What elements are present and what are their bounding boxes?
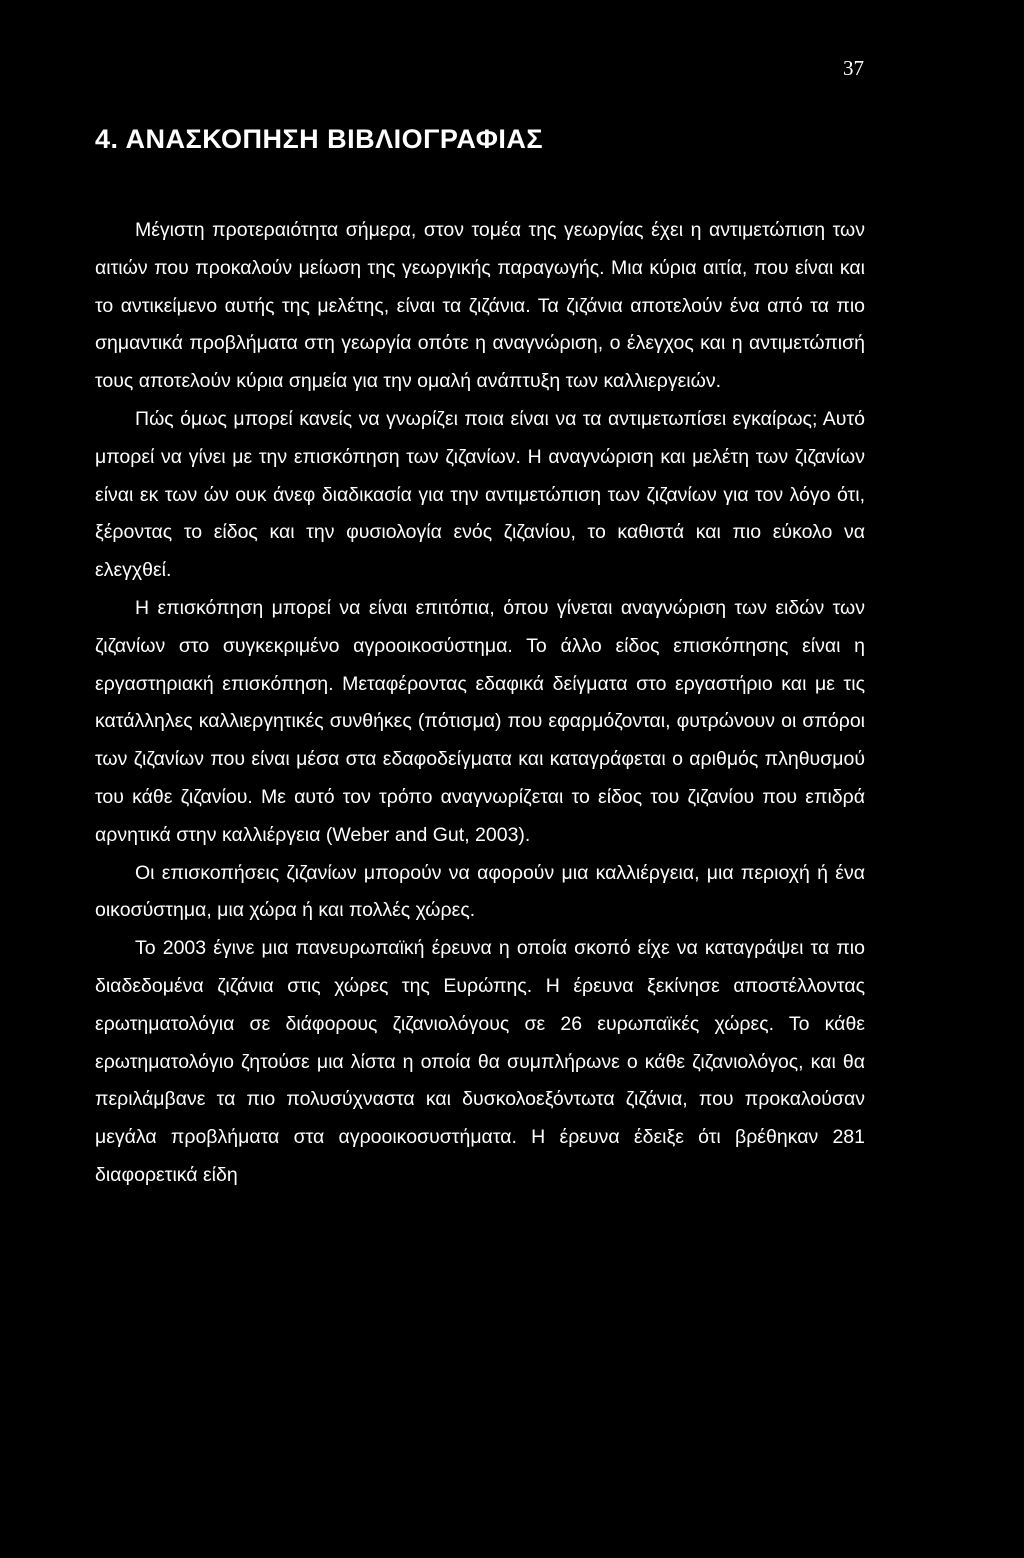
paragraph-1: Μέγιστη προτεραιότητα σήμερα, στον τομέα της γεωργίας έχει η αντιμετώπιση των αιτιών που προκαλούν μείωση της γεωργικής παραγωγής. Μια κύρια αιτία, που είναι και το αντικείμενο αυτής της μελέτης, είναι τα ζιζάνια. Τα ζιζάνια αποτελούν ένα από τα πιο σημαντικά προβλήματα στη γεωργία οπότε η αναγνώριση, ο έλεγχος και η αντιμετώπισή τους αποτελούν κύρια σημεία για την ομαλή ανάπτυξη των καλλιεργειών. xyxy=(95,219,865,393)
paragraph-5: Το 2003 έγινε μια πανευρωπαϊκή έρευνα η οποία σκοπό είχε να καταγράψει τα πιο διαδεδομένα ζιζάνια στις χώρες της Ευρώπης. Η έρευνα ξεκίνησε αποστέλλοντας ερωτηματολόγια σε διάφορους ζιζανιολόγους σε 26 ευρωπαϊκές χώρες. Το κάθε ερωτηματολόγιο ζητούσε μια λίστα η οποία θα συμπλήρωνε ο κάθε ζιζανιολόγος, και θα περιλάμβανε τα πιο πολυσύχναστα και δυσκολοεξόντωτα ζιζάνια, που προκαλούσαν μεγάλα προβλήματα στα αγροοικοσυστήματα. Η έρευνα έδειξε ότι βρέθηκαν 281 διαφορετικά είδη xyxy=(95,937,865,1186)
paragraph-2: Πώς όμως μπορεί κανείς να γνωρίζει ποια είναι να τα αντιμετωπίσει εγκαίρως; Αυτό μπορεί να γίνει με την επισκόπηση των ζιζανίων. Η αναγνώριση και μελέτη των ζιζανίων είναι εκ των ών ουκ άνεφ διαδικασία για την αντιμετώπιση των ζιζανίων για τον λόγο ότι, ξέροντας το είδος και την φυσιολογία ενός ζιζανίου, το καθιστά και πιο εύκολο να ελεγχθεί. xyxy=(95,407,865,582)
chapter-title: 4. ΑΝΑΣΚΟΠΗΣΗ ΒΙΒΛΙΟΓΡΑΦΙΑΣ xyxy=(95,124,544,154)
paragraph-3: Η επισκόπηση μπορεί να είναι επιτόπια, όπου γίνεται αναγνώριση των ειδών των ζιζανίων στο συγκεκριμένο αγροοικοσύστημα. Το άλλο είδος επισκόπησης είναι η εργαστηριακή επισκόπηση. Μεταφέροντας εδαφικά δείγματα στο εργαστήριο και με τις κατάλληλες καλλιεργητικές συνθήκες (πότισμα) που εφαρμόζονται, φυτρώνουν οι σπόροι των ζιζανίων που είναι μέσα στα εδαφοδείγματα και καταγράφεται ο αριθμός πληθυσμού του κάθε ζιζανίου. Με αυτό τον τρόπο αναγνωρίζεται το είδος του ζιζανίου που επιδρά αρνητικά στην καλλιέργεια (Weber and Gut, 2003). xyxy=(95,596,865,846)
paragraph-4: Οι επισκοπήσεις ζιζανίων μπορούν να αφορούν μια καλλιέργεια, μια περιοχή ή ένα οικοσύστημα, μια χώρα ή και πολλές χώρες. xyxy=(95,861,865,922)
page-number: 37 xyxy=(843,56,864,80)
body-text xyxy=(95,212,865,1195)
